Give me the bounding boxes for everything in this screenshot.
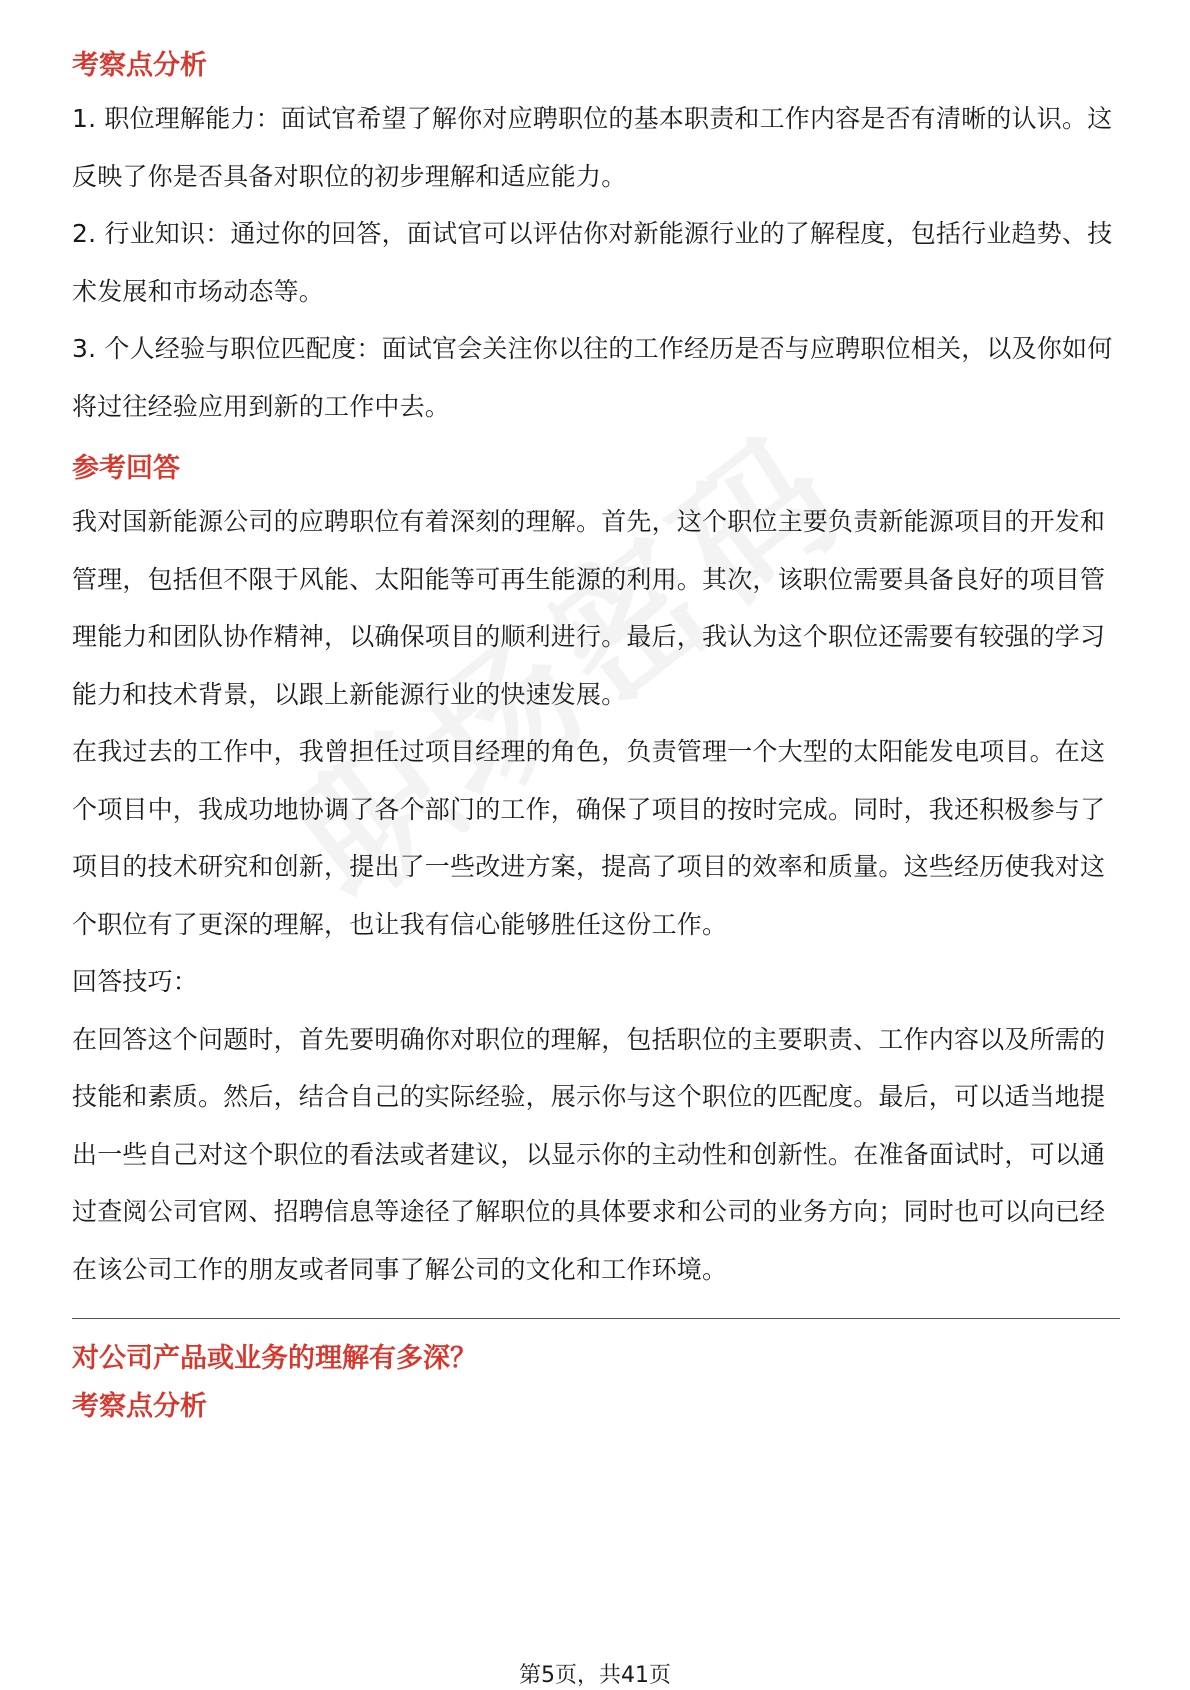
answer-paragraph-1: 我对国新能源公司的应聘职位有着深刻的理解。首先，这个职位主要负责新能源项目的开发和管理，包括但不限于风能、太阳能等可再生能源的利用。其次，该职位需要具备良好的项目管理能力和团队协作精神，以确保项目的顺利进行。最后，我认为这个职位还需要有较强的学习能力和技术背景，以跟上新能源行业的快速发展。 xyxy=(72,507,1106,709)
section-divider xyxy=(72,1318,1120,1319)
page-content xyxy=(72,46,1120,1427)
page-number-footer: 第5页，共41页 xyxy=(519,1663,671,1688)
analysis-item-3: 3. 个人经验与职位匹配度：面试官会关注你以往的工作经历是否与应聘职位相关，以及你如何将过往经验应用到新的工作中去。 xyxy=(72,334,1113,421)
answer-tips-paragraph: 在回答这个问题时，首先要明确你对职位的理解，包括职位的主要职责、工作内容以及所需的技能和素质。然后，结合自己的实际经验，展示你与这个职位的匹配度。最后，可以适当地提出一些自己对这个职位的看法或者建议，以显示你的主动性和创新性。在准备面试时，可以通过查阅公司官网、招聘信息等途径了解职位的具体要求和公司的业务方向；同时也可以向已经在该公司工作的朋友或者同事了解公司的文化和工作环境。 xyxy=(72,1024,1106,1284)
analysis-item-1: 1. 职位理解能力：面试官希望了解你对应聘职位的基本职责和工作内容是否有清晰的认识。这反映了你是否具备对职位的初步理解和适应能力。 xyxy=(72,104,1113,191)
section-heading-reference-answer: 参考回答 xyxy=(72,453,180,484)
answer-tips-label: 回答技巧： xyxy=(72,967,199,996)
next-question-title: 对公司产品或业务的理解有多深？ xyxy=(72,1343,477,1374)
analysis-item-2: 2. 行业知识：通过你的回答，面试官可以评估你对新能源行业的了解程度，包括行业趋势、技术发展和市场动态等。 xyxy=(72,219,1113,306)
answer-paragraph-2: 在我过去的工作中，我曾担任过项目经理的角色，负责管理一个大型的太阳能发电项目。在这个项目中，我成功地协调了各个部门的工作，确保了项目的按时完成。同时，我还积极参与了项目的技术研究和创新，提出了一些改进方案，提高了项目的效率和质量。这些经历使我对这个职位有了更深的理解，也让我有信心能够胜任这份工作。 xyxy=(72,737,1106,939)
next-section-heading: 考察点分析 xyxy=(72,1391,207,1422)
section-heading-analysis: 考察点分析 xyxy=(72,50,207,81)
